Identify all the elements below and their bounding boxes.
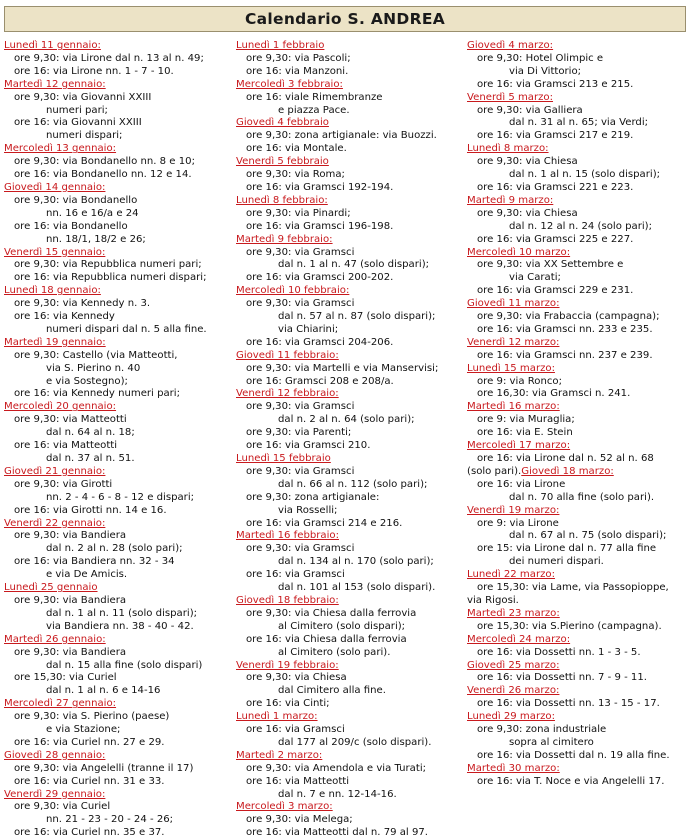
entry-date: Venerdì 26 marzo: — [467, 685, 560, 697]
schedule-entry — [236, 117, 464, 156]
schedule-entry — [236, 595, 464, 660]
entry-date: Martedì 16 marzo: — [467, 401, 560, 413]
entry-line: via Carati; — [509, 272, 561, 284]
entry-line: ore 9,30: via XX Settembre e — [477, 259, 624, 271]
entry-date: Mercoledì 3 marzo: — [236, 801, 333, 813]
entry-line: ore 16: via Lirone nn. 1 - 7 - 10. — [14, 65, 174, 77]
schedule-entry — [467, 440, 695, 466]
entry-line: e piazza Pace. — [278, 104, 350, 116]
entry-line: dal n. 37 al n. 51. — [46, 453, 135, 464]
entry-line: ore 16: via Gramsci nn. 233 e 235. — [477, 323, 653, 335]
entry-line: ore 16: via Kennedy — [14, 311, 115, 323]
entry-line: ore 9,30: via Giovanni XXIII — [14, 91, 152, 103]
entry-date: Giovedì 11 marzo: — [467, 298, 560, 310]
entry-line: sopra al cimitero — [509, 736, 594, 748]
entry-line: ore 16,30: via Gramsci n. 241. — [477, 388, 631, 400]
entry-line: ore 9,30: via Curiel — [14, 801, 111, 813]
schedule-entry — [467, 337, 695, 363]
entry-line: ore 9,30: via Melega; — [246, 814, 353, 826]
schedule-entry — [467, 247, 695, 299]
schedule-entry — [236, 156, 464, 195]
schedule-entry — [4, 337, 229, 402]
entry-line: ore 9,30: zona industriale — [477, 724, 607, 736]
entry-line: numeri dispari dal n. 5 alla fine. — [46, 323, 207, 335]
entry-date: Mercoledì 10 febbraio: — [236, 285, 350, 297]
entry-line: ore 16: via Curiel nn. 35 e 37. — [14, 827, 165, 839]
entry-line: via Di Vittorio; — [509, 65, 582, 77]
schedule-entry — [236, 234, 464, 286]
entry-date: Venerdì 19 febbraio: — [236, 659, 339, 671]
entry-line: dal n. 1 al n. 11 (solo dispari); — [46, 607, 198, 619]
schedule-entry — [236, 453, 464, 530]
schedule-entry — [236, 388, 464, 453]
schedule-entry — [467, 569, 695, 608]
schedule-entry — [467, 660, 695, 686]
entry-line: ore 16: via E. Stein — [477, 427, 573, 439]
entry-date: Mercoledì 17 marzo: — [467, 440, 571, 452]
entry-line: ore 16: via Gramsci 200-202. — [246, 272, 394, 284]
schedule-entry — [236, 195, 464, 234]
entry-date: Giovedì 21 gennaio: — [4, 465, 106, 477]
entry-line: ore 9,30: via Girotti — [14, 478, 113, 490]
entry-line: e via Stazione; — [46, 724, 121, 736]
entry-line: ore 16: via Curiel nn. 27 e 29. — [14, 736, 165, 748]
entry-line: dal n. 1 al n. 6 e 14-16 — [46, 685, 161, 697]
schedule-entry — [236, 711, 464, 750]
entry-line: via Chiarini; — [278, 323, 339, 335]
entry-line: ore 16: via Lirone — [477, 478, 566, 490]
entry-line: ore 9,30: Hotel Olimpic e — [477, 52, 604, 64]
entry-text: (solo pari). — [467, 465, 522, 477]
entry-line: dal n. 1 al n. 47 (solo dispari); — [278, 259, 430, 271]
entry-line: ore 9,30: via Bandiera — [14, 646, 127, 658]
entry-date: Martedì 12 gennaio: — [4, 78, 106, 90]
schedule-entry — [4, 143, 229, 182]
entry-line: ore 9,30: via Chiesa dalla ferrovia — [246, 607, 417, 619]
schedule-entry — [4, 634, 229, 699]
entry-date: Martedì 19 gennaio: — [4, 336, 106, 348]
entry-line: e via Sostegno); — [46, 375, 128, 387]
entry-line: ore 9,30: via Gramsci — [246, 298, 355, 310]
entry-line: dal n. 101 al 153 (solo dispari). — [278, 582, 436, 594]
entry-line: ore 16: via Dossetti dal n. 19 alla fine. — [477, 749, 670, 761]
schedule-entry — [467, 92, 695, 144]
entry-line: ore 9,30: via Chiesa — [246, 672, 347, 684]
page-title: Calendario S. ANDREA — [244, 10, 446, 28]
entry-date: Giovedì 28 gennaio: — [4, 749, 106, 761]
entry-line: al Cimitero (solo dispari); — [278, 620, 406, 632]
entry-line: numeri pari; — [46, 104, 108, 116]
entry-line: dal n. 15 alla fine (solo dispari) — [46, 659, 203, 671]
entry-line: ore 16: via Dossetti nn. 7 - 9 - 11. — [477, 672, 647, 684]
entry-date: Mercoledì 13 gennaio: — [4, 143, 117, 155]
entry-line: ore 16: via Gramsci nn. 237 e 239. — [477, 349, 653, 361]
entry-line: via Rosselli; — [278, 504, 338, 516]
entry-line: ore 9,30: Castello (via Matteotti, — [14, 349, 178, 361]
entry-date: Mercoledì 20 gennaio: — [4, 401, 117, 413]
entry-line: ore 16: via Gramsci 196-198. — [246, 220, 394, 232]
entry-date: Venerdì 12 febbraio: — [236, 388, 339, 400]
entry-line: ore 9,30: via S. Pierino (paese) — [14, 711, 170, 723]
entry-line: dal n. 70 alla fine (solo pari). — [509, 491, 655, 503]
entry-line: ore 16: via Bondanello — [14, 220, 128, 232]
entry-date: Lunedì 15 febbraio — [236, 453, 331, 464]
entry-line: ore 9,30: via Amendola e via Turati; — [246, 762, 427, 774]
schedule-entry — [467, 711, 695, 763]
entry-line: ore 9,30: via Bondanello — [14, 194, 138, 206]
entry-line: ore 9,30: via Pinardi; — [246, 207, 351, 219]
entry-line: ore 9: via Muraglia; — [477, 414, 575, 426]
entry-line: ore 16: via Kennedy numeri pari; — [14, 388, 181, 400]
schedule-entry — [467, 363, 695, 402]
entry-date: Giovedì 4 febbraio — [236, 117, 329, 129]
column-1 — [4, 40, 229, 840]
entry-line: al Cimitero (solo pari). — [278, 646, 391, 658]
schedule-entry — [236, 285, 464, 350]
entry-line: e via De Amicis. — [46, 569, 128, 581]
entry-line: ore 16: via Gramsci 229 e 231. — [477, 285, 634, 297]
entry-line: ore 9,30: via Gramsci — [246, 401, 355, 413]
entry-line: ore 16: via Matteotti — [14, 440, 118, 452]
entry-line: ore 16: via Gramsci 192-194. — [246, 181, 394, 193]
entry-line: ore 9,30: via Lirone dal n. 13 al n. 49; — [14, 52, 204, 64]
entry-date: Martedì 9 febbraio: — [236, 233, 333, 245]
entry-date: Venerdì 22 gennaio: — [4, 517, 106, 529]
entry-date: Martedì 2 marzo: — [236, 749, 323, 761]
schedule-entry — [4, 285, 229, 337]
entry-line: ore 16: via Cinti; — [246, 698, 330, 710]
entry-date: Giovedì 14 gennaio: — [4, 181, 106, 193]
schedule-entry — [4, 401, 229, 466]
entry-line: ore 9,30: via Roma; — [246, 169, 345, 181]
entry-date: Lunedì 15 marzo: — [467, 362, 555, 374]
entry-line: via S. Pierino n. 40 — [46, 362, 141, 374]
entry-line: ore 16: via Manzoni. — [246, 65, 349, 77]
column-3 — [467, 40, 695, 789]
entry-line: ore 9,30: via Martelli e via Manservisi; — [246, 362, 439, 374]
schedule-entry — [4, 40, 229, 79]
schedule-entry — [4, 247, 229, 286]
mixed-line — [467, 466, 695, 479]
schedule-entry — [4, 79, 229, 144]
entry-line: ore 9,30: via Matteotti — [14, 414, 127, 426]
entry-line: ore 9,30: via Bondanello nn. 8 e 10; — [14, 156, 195, 168]
entry-line: ore 9,30: via Frabaccia (campagna); — [477, 311, 660, 323]
schedule-entry — [236, 801, 464, 840]
schedule-entry — [236, 40, 464, 79]
entry-line: ore 16: via Gramsci 204-206. — [246, 336, 394, 348]
entry-line: ore 9,30: via Parenti; — [246, 427, 352, 439]
entry-line: ore 9,30: via Repubblica numeri pari; — [14, 259, 202, 271]
entry-line: ore 9,30: via Pascoli; — [246, 52, 351, 64]
entry-date: Venerdì 29 gennaio: — [4, 788, 106, 800]
entry-line: ore 16: via Giovanni XXIII — [14, 117, 142, 129]
schedule-entry — [467, 763, 695, 789]
entry-line: ore 16: via Gramsci 217 e 219. — [477, 130, 634, 142]
schedule-entry — [467, 685, 695, 711]
entry-date: Lunedì 22 marzo: — [467, 569, 555, 581]
entry-line: ore 16: via Montale. — [246, 143, 347, 155]
entry-line: ore 9,30: via Bandiera — [14, 594, 127, 606]
entry-line: dal n. 67 al n. 75 (solo dispari); — [509, 530, 667, 542]
entry-line: ore 9,30: via Galliera — [477, 104, 583, 116]
entry-date: Lunedì 29 marzo: — [467, 711, 555, 723]
schedule-entry — [467, 401, 695, 440]
entry-line: ore 9,30: via Gramsci — [246, 465, 355, 477]
entry-line: ore 15,30: via Curiel — [14, 672, 117, 684]
entry-line: ore 16: viale Rimembranze — [246, 91, 383, 103]
entry-date: Venerdì 15 gennaio: — [4, 246, 106, 258]
entry-line: ore 15,30: via S.Pierino (campagna). — [477, 620, 662, 632]
entry-date: Giovedì 11 febbraio: — [236, 349, 339, 361]
entry-date: Martedì 30 marzo: — [467, 762, 560, 774]
entry-line: ore 16: via Gramsci 210. — [246, 440, 371, 452]
entry-line: ore 9,30: zona artigianale: via Buozzi. — [246, 130, 437, 142]
entry-line: ore 16: via Girotti nn. 14 e 16. — [14, 504, 167, 516]
entry-line: ore 16: via Gramsci 225 e 227. — [477, 233, 634, 245]
entry-date: Martedì 23 marzo: — [467, 607, 560, 619]
entry-line: ore 16: via Dossetti nn. 1 - 3 - 5. — [477, 646, 641, 658]
entry-line: dal n. 7 e nn. 12-14-16. — [278, 788, 397, 800]
schedule-entry — [4, 518, 229, 583]
schedule-entry — [467, 195, 695, 247]
entry-line: ore 16: via T. Noce e via Angelelli 17. — [477, 775, 665, 787]
entry-line: ore 9,30: via Gramsci — [246, 246, 355, 258]
entry-line: nn. 2 - 4 - 6 - 8 - 12 e dispari; — [46, 491, 195, 503]
entry-date: Mercoledì 10 marzo: — [467, 246, 571, 258]
entry-line: dal n. 2 al n. 64 (solo pari); — [278, 414, 415, 426]
schedule-entry — [236, 530, 464, 595]
entry-line: dal n. 12 al n. 24 (solo pari); — [509, 220, 652, 232]
entry-line: nn. 16 e 16/a e 24 — [46, 207, 139, 219]
schedule-entry — [4, 750, 229, 789]
schedule-entry — [4, 182, 229, 247]
entry-line: dal Cimitero alla fine. — [278, 685, 386, 697]
entry-date: Venerdì 5 marzo: — [467, 91, 554, 103]
entry-line: ore 16: via Gramsci — [246, 724, 345, 736]
entry-line: dei numeri dispari. — [509, 556, 604, 568]
entry-line: numeri dispari; — [46, 130, 123, 142]
entry-line: ore 16: via Dossetti nn. 13 - 15 - 17. — [477, 698, 660, 710]
entry-date: Lunedì 25 gennaio — [4, 582, 98, 594]
entry-date: Mercoledì 27 gennaio: — [4, 698, 117, 710]
entry-line: ore 16: via Chiesa dalla ferrovia — [246, 633, 407, 645]
entry-line: ore 16: via Gramsci 213 e 215. — [477, 78, 634, 90]
schedule-entry — [467, 634, 695, 660]
entry-line: dal n. 2 al n. 28 (solo pari); — [46, 543, 183, 555]
schedule-entry — [236, 79, 464, 118]
entry-line: nn. 18/1, 18/2 e 26; — [46, 233, 146, 245]
entry-date: Martedì 9 marzo: — [467, 194, 554, 206]
entry-line: ore 16: via Gramsci — [246, 569, 345, 581]
entry-line: ore 9: via Ronco; — [477, 375, 562, 387]
title-banner — [4, 6, 686, 32]
entry-date: Mercoledì 24 marzo: — [467, 633, 571, 645]
entry-line: ore 16: via Bondanello nn. 12 e 14. — [14, 169, 192, 181]
entry-line: ore 16: via Lirone dal n. 52 al n. 68 — [477, 453, 654, 464]
entry-line: ore 9: via Lirone — [477, 517, 559, 529]
entry-date: Mercoledì 3 febbraio: — [236, 78, 343, 90]
schedule-entry — [236, 350, 464, 389]
entry-line: dal n. 57 al n. 87 (solo dispari); — [278, 311, 436, 323]
entry-line: ore 16: via Gramsci 221 e 223. — [477, 181, 634, 193]
entry-line: ore 16: via Matteotti — [246, 775, 350, 787]
column-2 — [236, 40, 464, 840]
entry-date: Lunedì 1 marzo: — [236, 711, 318, 723]
entry-line: nn. 21 - 23 - 20 - 24 - 26; — [46, 814, 174, 826]
schedule-entry — [4, 582, 229, 634]
entry-line: ore 9,30: zona artigianale: — [246, 491, 380, 503]
entry-line: dal n. 66 al n. 112 (solo pari); — [278, 478, 428, 490]
entry-date: Lunedì 8 febbraio: — [236, 194, 328, 206]
entry-date: Martedì 26 gennaio: — [4, 633, 106, 645]
entry-line: ore 9,30: via Kennedy n. 3. — [14, 298, 151, 310]
entry-line: ore 16: via Matteotti dal n. 79 al 97. — [246, 827, 428, 839]
entry-date: Venerdì 12 marzo: — [467, 336, 560, 348]
entry-line: ore 9,30: via Chiesa — [477, 156, 578, 168]
entry-line: dal 177 al 209/c (solo dispari). — [278, 736, 432, 748]
schedule-entry — [4, 789, 229, 840]
entry-date: Venerdì 5 febbraio — [236, 156, 329, 168]
entry-date: Lunedì 18 gennaio: — [4, 285, 101, 297]
schedule-entry — [467, 466, 695, 505]
schedule-entry — [236, 750, 464, 802]
schedule-entry — [467, 143, 695, 195]
entry-line: ore 16: Gramsci 208 e 208/a. — [246, 375, 394, 387]
entry-date: Giovedì 4 marzo: — [467, 40, 554, 51]
entry-line: ore 9,30: via Chiesa — [477, 207, 578, 219]
schedule-entry — [467, 505, 695, 570]
entry-date: Venerdì 19 marzo: — [467, 504, 560, 516]
entry-line: ore 16: via Bandiera nn. 32 - 34 — [14, 556, 175, 568]
entry-line: ore 9,30: via Gramsci — [246, 543, 355, 555]
entry-line: ore 16: via Curiel nn. 31 e 33. — [14, 775, 165, 787]
entry-line: dal n. 31 al n. 65; via Verdi; — [509, 117, 649, 129]
schedule-entry — [236, 660, 464, 712]
entry-date: Giovedì 18 febbraio: — [236, 594, 339, 606]
entry-date: Lunedì 8 marzo: — [467, 143, 549, 155]
schedule-entry — [467, 40, 695, 92]
schedule-entry — [467, 298, 695, 337]
entry-line: ore 15: via Lirone dal n. 77 alla fine — [477, 543, 657, 555]
entry-line: via Rigosi. — [467, 594, 519, 606]
entry-line: ore 16: via Gramsci 214 e 216. — [246, 517, 403, 529]
entry-line: via Bandiera nn. 38 - 40 - 42. — [46, 620, 194, 632]
entry-line: ore 16: via Repubblica numeri dispari; — [14, 272, 207, 284]
entry-date: Giovedì 25 marzo: — [467, 659, 560, 671]
schedule-entry — [4, 466, 229, 518]
entry-line: ore 9,30: via Angelelli (tranne il 17) — [14, 762, 194, 774]
entry-line: dal n. 1 al n. 15 (solo dispari); — [509, 169, 661, 181]
entry-line: dal n. 134 al n. 170 (solo pari); — [278, 556, 434, 568]
entry-line: ore 15,30: via Lame, via Passopioppe, — [477, 582, 669, 594]
entry-date: Giovedì 18 marzo: — [521, 465, 614, 477]
entry-date: Lunedì 11 gennaio: — [4, 40, 101, 51]
schedule-entry — [467, 608, 695, 634]
entry-date: Martedì 16 febbraio: — [236, 530, 339, 542]
entry-line: dal n. 64 al n. 18; — [46, 427, 135, 439]
schedule-entry — [4, 698, 229, 750]
entry-date: Lunedì 1 febbraio — [236, 40, 325, 51]
entry-line: ore 9,30: via Bandiera — [14, 530, 127, 542]
